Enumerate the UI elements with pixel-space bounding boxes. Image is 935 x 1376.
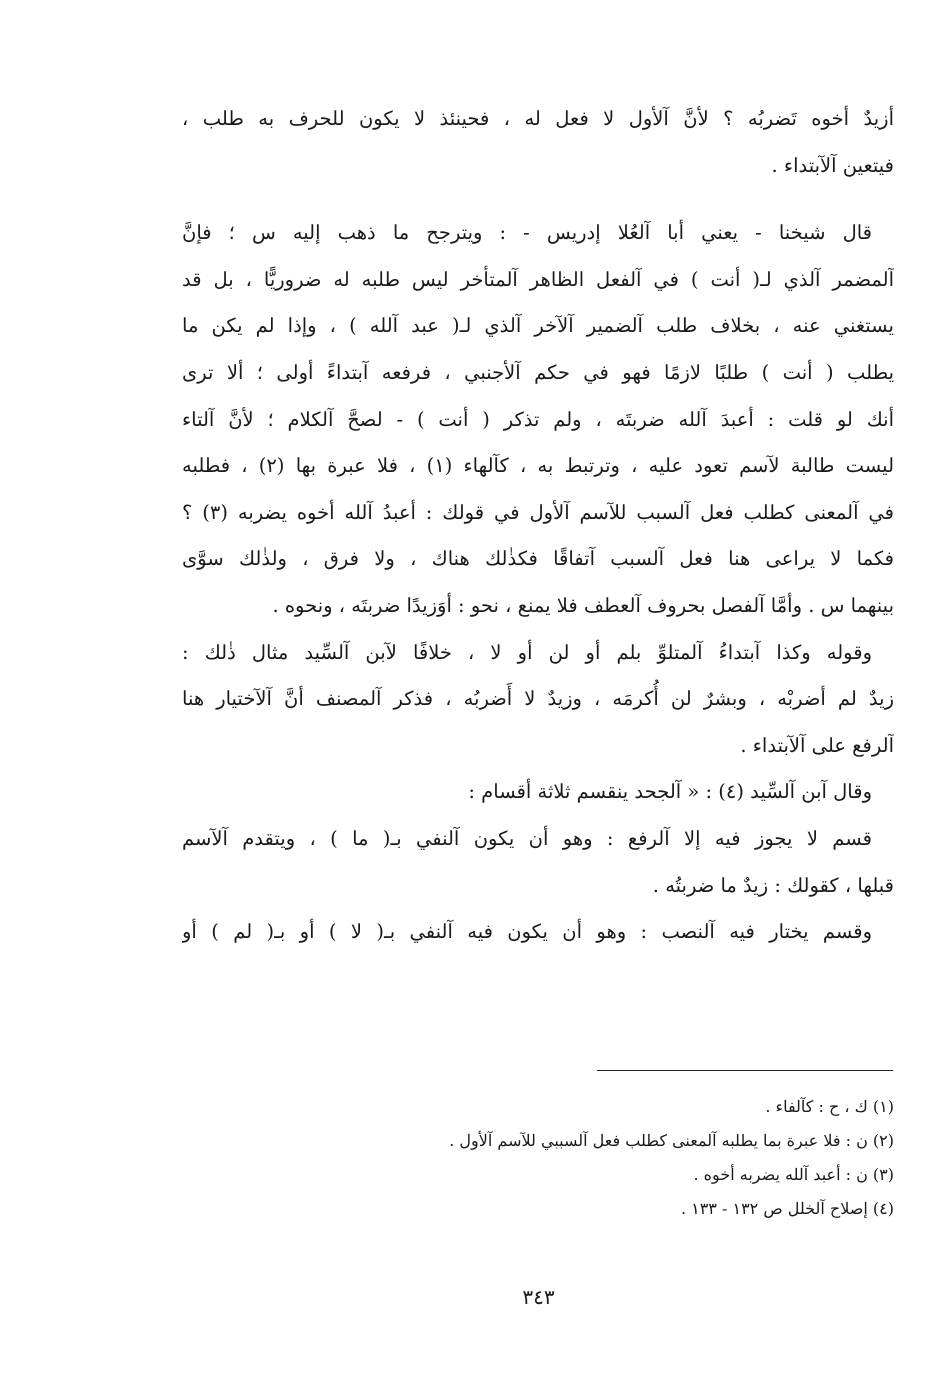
footnote: (٤) إصلاح آلخلل ص ١٣٢ - ١٣٣ . bbox=[680, 1199, 894, 1218]
text-line: قسم لا يجوز فيه إلا آلرفع : وهو أن يكون آلنفي بـ( ما ) ، ويتقدم آلآسم bbox=[182, 826, 872, 850]
text-line: وقسم يختار فيه آلنصب : وهو أن يكون فيه آلنفي بـ( لا ) أو بـ( لم ) أو bbox=[182, 920, 872, 944]
footnote: (٣) ن : أعبد آلله يضربه أخوه . bbox=[693, 1165, 894, 1184]
footnotes bbox=[300, 1090, 894, 1226]
text-line: يطلب ( أنت ) طلبًا لازمًا فهو في حكم آلأجنبي ، فرفعه آبتداءً أولى ؛ ألا ترى bbox=[182, 360, 894, 384]
footnote-separator bbox=[597, 1070, 893, 1071]
text-line: آلرفع على آلآبتداء . bbox=[740, 733, 894, 757]
text-line: ليست طالبة لآسم تعود عليه ، وترتبط به ، كآلهاء (١) ، فلا عبرة بها (٢) ، فطلبه bbox=[182, 454, 894, 478]
text-line: بينهما س . وأمَّا آلفصل بحروف آلعطف فلا يمنع ، نحو : أوَزيدًا ضربتَه ، ونحوه . bbox=[272, 593, 894, 617]
text-line: أنك لو قلت : أعبدَ آلله ضربتَه ، ولم تذكر ( أنت ) - لصحَّ آلكلام ؛ لأنَّ آلتاء bbox=[182, 407, 894, 431]
text-line: فيتعين آلآبتداء . bbox=[771, 153, 894, 177]
text-line: آلمضمر آلذي لـ( أنت ) في آلفعل الظاهر آلمتأخر ليس طلبه له ضروريًّا ، بل قد bbox=[182, 267, 894, 291]
page-number: ٣٤٣ bbox=[522, 1285, 555, 1309]
main-text bbox=[182, 96, 894, 956]
text-line: قال شيخنا - يعني أبا آلعُلا إدريس - : ويترجح ما ذهب إليه س ؛ فإنَّ bbox=[182, 221, 872, 245]
text-line: وقال آبن آلسِّيد (٤) : « آلجحد ينقسم ثلاثة أقسام : bbox=[468, 780, 872, 804]
text-line: وقوله وكذا آبتداءُ آلمتلوِّ بلم أو لن أو لا ، خلافًا لآبن آلسِّيد مثال ذٰلك : bbox=[182, 640, 872, 664]
footnote: (٢) ن : فلا عبرة بما يطلبه آلمعنى كطلب فعل آلسببي للآسم آلأول . bbox=[449, 1131, 894, 1150]
text-line: زيدٌ لم أضربْه ، وبشرٌ لن أُكرمَه ، وزيدٌ لا أَضربُه ، فذكر آلمصنف أنَّ آلآختيار هنا bbox=[182, 687, 894, 711]
footnote: (١) ك ، ح : كآلفاء . bbox=[765, 1097, 894, 1116]
text-line: في آلمعنى كطلب فعل آلسبب للآسم آلأول في قولك : أعبدُ آلله أخوه يضربه (٣) ؟ bbox=[182, 500, 894, 524]
text-line: يستغني عنه ، بخلاف طلب آلضمير آلآخر آلذي لـ( عبد آلله ) ، وإذا لم يكن ما bbox=[182, 314, 894, 338]
text-line: قبلها ، كقولك : زيدٌ ما ضربتُه . bbox=[652, 873, 894, 897]
text-line: أزيدٌ أخوه تَضربُه ؟ لأنَّ آلأول لا فعل له ، فحينئذ لا يكون للحرف به طلب ، bbox=[182, 107, 894, 130]
text-line: فكما لا يراعى هنا فعل آلسبب آتفاقًا فكذٰلك هناك ، ولا فرق ، ولذٰلك سوَّى bbox=[182, 547, 894, 571]
